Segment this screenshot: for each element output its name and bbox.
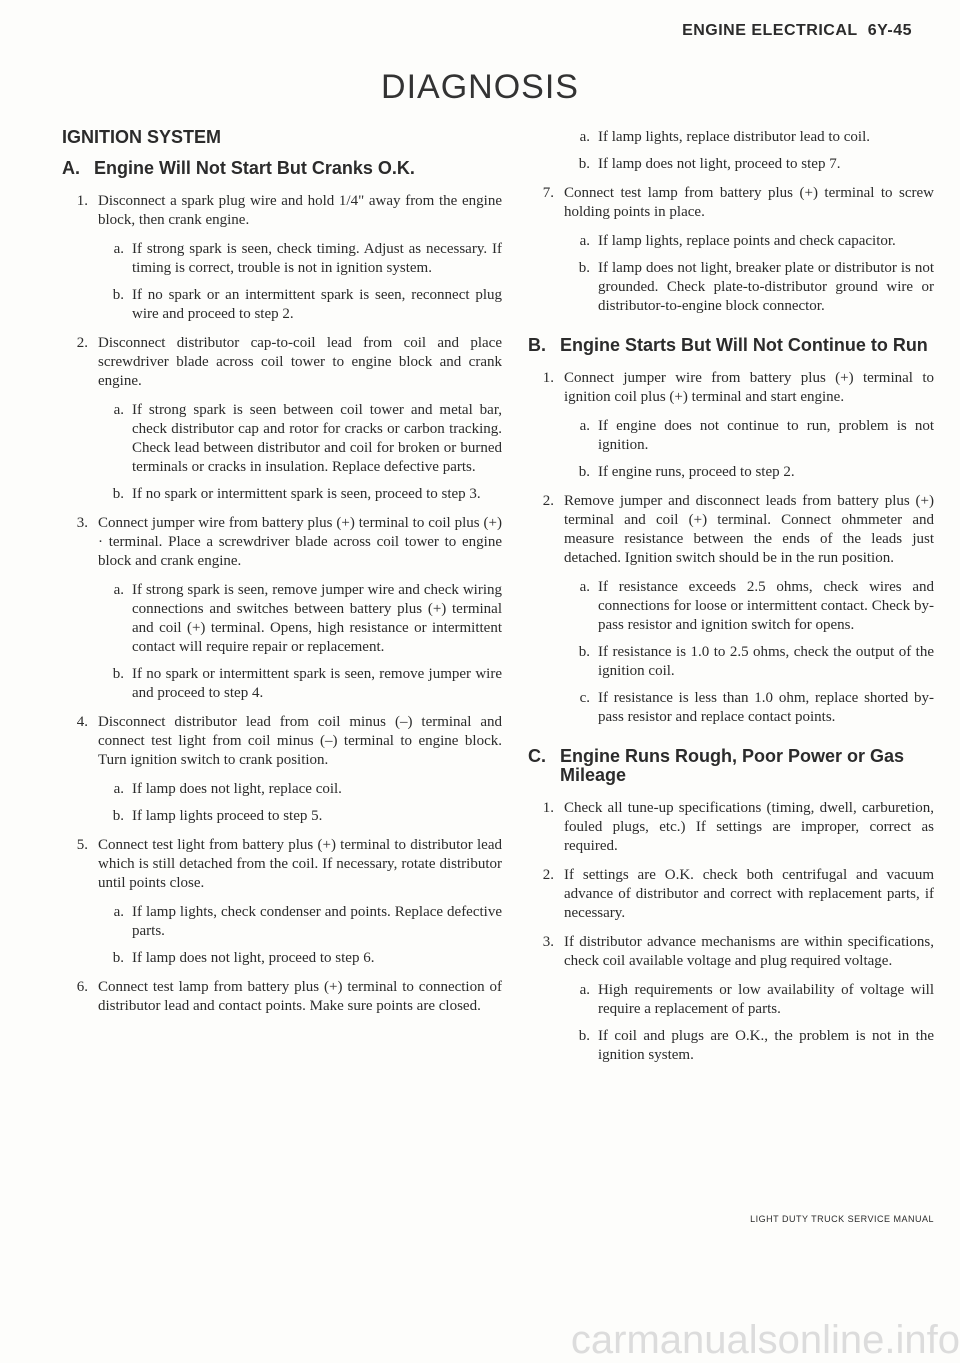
- section-title: Engine Runs Rough, Poor Power or Gas Mileage: [560, 746, 905, 785]
- substep-text: If lamp lights, replace points and check capacitor.: [598, 233, 896, 249]
- substep: [564, 417, 934, 455]
- running-head: [682, 22, 912, 40]
- section-heading-c: [528, 747, 934, 785]
- substep-text: If resistance exceeds 2.5 ohms, check wires and connections for loose or intermittent contact. Check by-pass resistor and ignition switch for opens.: [598, 579, 934, 633]
- step-number: 2.: [542, 493, 554, 509]
- step-7: [528, 184, 934, 316]
- substep-text: If engine does not continue to run, problem is not ignition.: [598, 418, 934, 453]
- substep: [564, 1027, 934, 1065]
- substep-text: If no spark or intermittent spark is seen, proceed to step 3.: [132, 486, 481, 502]
- step-number: 1.: [542, 370, 554, 386]
- step-number: 4.: [76, 714, 88, 730]
- substep-text: If resistance is 1.0 to 2.5 ohms, check the output of the ignition coil.: [598, 644, 934, 679]
- step: [528, 492, 934, 568]
- step-text: Disconnect distributor cap-to-coil lead from coil and place screwdriver blade across coil tower to engine block and crank engine.: [98, 335, 502, 389]
- substep-text: If lamp does not light, replace coil.: [132, 781, 342, 797]
- step-text: Connect jumper wire from battery plus (+) terminal to coil plus (+) · terminal. Place a screwdriver blade across coil tower to engine block and crank engine.: [98, 515, 502, 569]
- substep-text: If strong spark is seen between coil tower and metal bar, check distributor cap and rotor for cracks or carbon tracking. Check lead between distributor and coil for broken or burned terminals or cracks in insulation. Replace defective parts.: [132, 402, 502, 475]
- substep-text: If strong spark is seen, check timing. Adjust as necessary. If timing is correct, trouble is not in ignition system.: [132, 241, 502, 276]
- substep-text: If lamp lights, check condenser and points. Replace defective parts.: [132, 904, 502, 939]
- step: [62, 514, 502, 571]
- substep-text: If no spark or an intermittent spark is seen, reconnect plug wire and proceed to step 2.: [132, 287, 502, 322]
- step: [62, 713, 502, 770]
- substep-letter: a.: [579, 579, 590, 595]
- substep-letter: b.: [112, 666, 124, 682]
- substep-letter: b.: [112, 287, 124, 303]
- system-heading: IGNITION SYSTEM: [62, 127, 222, 147]
- step-text: Connect test lamp from battery plus (+) terminal to connection of distributor lead and contact points. Make sure points are closed.: [98, 979, 502, 1014]
- step: [62, 836, 502, 893]
- step-text: If settings are O.K. check both centrifugal and vacuum advance of distributor and correct with replacement parts, if necessary.: [564, 867, 934, 921]
- substep-letter: a.: [113, 904, 124, 920]
- watermark: carmanualsonline.info: [570, 1318, 960, 1362]
- step-text: Connect test lamp from battery plus (+) terminal to screw holding points in place.: [564, 185, 934, 220]
- substep-text: If no spark or intermittent spark is seen, remove jumper wire and proceed to step 4.: [132, 666, 502, 701]
- step: [528, 866, 934, 923]
- section-letter: B.: [528, 335, 546, 355]
- substep: [98, 240, 502, 278]
- substep: [98, 807, 502, 826]
- substep-letter: b.: [578, 644, 590, 660]
- substep-text: High requirements or low availability of voltage will require a replacement of parts.: [598, 982, 934, 1017]
- substep: [564, 463, 934, 482]
- substep-letter: a.: [113, 241, 124, 257]
- step-number: 1.: [542, 800, 554, 816]
- substep-letter: a.: [579, 129, 590, 145]
- step-text: Connect test light from battery plus (+) terminal to distributor lead which is still detached from the coil. If necessary, rotate distributor until points close.: [98, 837, 502, 891]
- step: [528, 184, 934, 222]
- substep-letter: b.: [578, 464, 590, 480]
- step: [62, 978, 502, 1016]
- right-column: [528, 120, 934, 1073]
- substep-letter: a.: [579, 233, 590, 249]
- substep: [98, 581, 502, 657]
- step: [62, 334, 502, 391]
- substep: [564, 578, 934, 635]
- section-letter: A.: [62, 158, 80, 178]
- step-number: 3.: [76, 515, 88, 531]
- substep-letter: a.: [113, 582, 124, 598]
- section-heading-a: [62, 159, 502, 178]
- step-number: 2.: [542, 867, 554, 883]
- step-number: 6.: [76, 979, 88, 995]
- step-number: 7.: [542, 185, 554, 201]
- substep-letter: b.: [112, 808, 124, 824]
- substep-letter: b.: [578, 1028, 590, 1044]
- section-c-steps: [528, 799, 934, 1065]
- page-number: 6Y-45: [867, 22, 912, 39]
- substep: [564, 155, 934, 174]
- section-title: Engine Will Not Start But Cranks O.K.: [94, 158, 415, 178]
- substep-letter: a.: [579, 418, 590, 434]
- substep-text: If lamp does not light, proceed to step 6.: [132, 950, 375, 966]
- section-a-steps: [62, 192, 502, 1016]
- step-text: If distributor advance mechanisms are within specifications, check coil available voltage and plug required voltage.: [564, 934, 934, 969]
- step-number: 1.: [76, 193, 88, 209]
- substep: [564, 981, 934, 1019]
- step-text: Disconnect distributor lead from coil minus (–) terminal and connect test light from coil minus (–) terminal to engine block. Turn ignition switch to crank position.: [98, 714, 502, 768]
- section-title: Engine Starts But Will Not Continue to Run: [560, 335, 928, 355]
- substep-letter: a.: [113, 402, 124, 418]
- substep: [564, 232, 934, 251]
- substep: [564, 128, 934, 147]
- substep-text: If resistance is less than 1.0 ohm, replace shorted by-pass resistor and replace contact points.: [598, 690, 934, 725]
- substep: [564, 259, 934, 316]
- substep: [564, 689, 934, 727]
- substep-letter: b.: [578, 260, 590, 276]
- step-number: 2.: [76, 335, 88, 351]
- section-b-steps: [528, 369, 934, 727]
- substep-letter: c.: [579, 690, 590, 706]
- substep: [98, 949, 502, 968]
- section-letter: C.: [528, 746, 546, 766]
- step-text: Connect jumper wire from battery plus (+) terminal to ignition coil plus (+) terminal and start engine.: [564, 370, 934, 405]
- substep-text: If lamp does not light, breaker plate or distributor is not grounded. Check plate-to-distributor ground wire or distributor-to-engine block connector.: [598, 260, 934, 314]
- substep-text: If lamp lights, replace distributor lead to coil.: [598, 129, 871, 145]
- substep: [98, 286, 502, 324]
- step: [528, 799, 934, 856]
- substep-text: If lamp does not light, proceed to step 7.: [598, 156, 841, 172]
- substep-letter: b.: [112, 486, 124, 502]
- section-heading-b: [528, 336, 934, 355]
- step: [528, 369, 934, 407]
- step-text: Remove jumper and disconnect leads from battery plus (+) terminal and coil (+) terminal. Connect ohmmeter and measure resistance between the ends of the leads just detached. Ignition switch should be in the run position.: [564, 493, 934, 566]
- substep-letter: a.: [113, 781, 124, 797]
- substep: [564, 643, 934, 681]
- left-column: [62, 120, 502, 1026]
- substep: [98, 903, 502, 941]
- substep-text: If coil and plugs are O.K., the problem is not in the ignition system.: [598, 1028, 934, 1063]
- step: [528, 933, 934, 971]
- page-title: DIAGNOSIS: [381, 68, 579, 106]
- substep-letter: b.: [112, 950, 124, 966]
- substep-text: If lamp lights proceed to step 5.: [132, 808, 323, 824]
- step-text: Disconnect a spark plug wire and hold 1/4" away from the engine block, then crank engine.: [98, 193, 502, 228]
- substep-text: If strong spark is seen, remove jumper wire and check wiring connections and switches between battery plus (+) terminal and coil (+) terminal. Opens, high resistance or intermittent contact will require repair or replacement.: [132, 582, 502, 655]
- substep-letter: b.: [578, 156, 590, 172]
- substep-letter: a.: [579, 982, 590, 998]
- substep: [98, 401, 502, 477]
- substep: [98, 485, 502, 504]
- step-text: Check all tune-up specifications (timing, dwell, carburetion, fouled plugs, etc.) If settings are improper, correct as required.: [564, 800, 934, 854]
- footer-manual-title: LIGHT DUTY TRUCK SERVICE MANUAL: [750, 1214, 934, 1224]
- section-name: ENGINE ELECTRICAL: [682, 22, 858, 39]
- continued-substeps: [528, 128, 934, 174]
- substep: [98, 780, 502, 799]
- step-number: 3.: [542, 934, 554, 950]
- substep: [98, 665, 502, 703]
- step-number: 5.: [76, 837, 88, 853]
- substep-text: If engine runs, proceed to step 2.: [598, 464, 795, 480]
- step: [62, 192, 502, 230]
